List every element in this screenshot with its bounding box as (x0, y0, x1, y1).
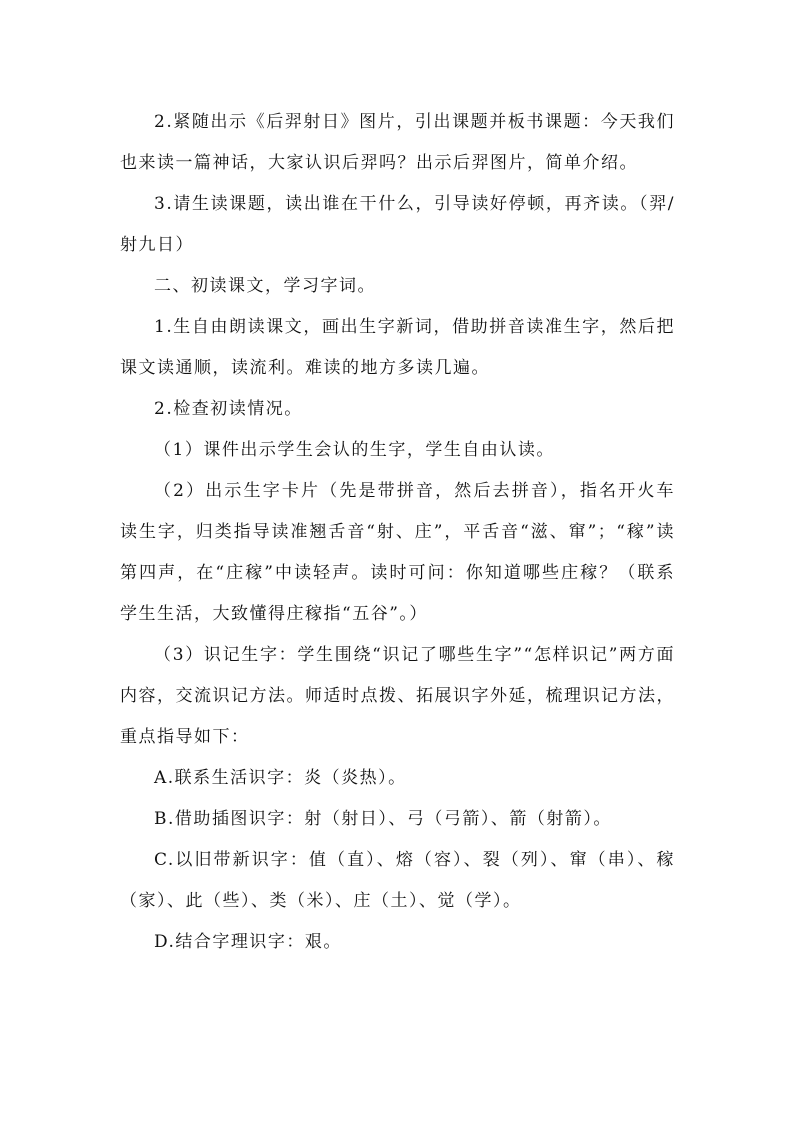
list-item-old-to-new-literacy: C.以旧带新识字：值（直）、熔（容）、裂（列）、窜（串）、稼（家）、此（些）、类（米）、庄（土）、觉（学）。 (120, 850, 675, 911)
paragraph-free-reading: 1.生自由朗读课文，画出生字新词，借助拼音读准生字，然后把课文读通顺，读流利。难读的地方多读几遍。 (120, 317, 675, 378)
paragraph-check-reading: 2.检查初读情况。 (154, 399, 303, 419)
list-item-life-literacy: A.联系生活识字：炎（炎热）。 (154, 768, 407, 788)
list-item-illustration-literacy: B.借助插图识字：射（射日）、弓（弓箭）、箭（射箭）。 (154, 809, 612, 829)
paragraph-courseware-characters: （1）课件出示学生会认的生字，学生自由认读。 (154, 440, 555, 460)
section-heading-first-reading: 二、初读课文，学习字词。 (154, 276, 376, 296)
document-body (120, 102, 675, 963)
list-item-character-logic-literacy: D.结合字理识字：艰。 (154, 932, 342, 952)
paragraph-memorize-characters: （3）识记生字：学生围绕“识记了哪些生字”“怎样识记”两方面内容，交流识记方法。师适时点拨、拓展识字外延，梳理识记方法，重点指导如下： (120, 645, 675, 747)
paragraph-character-cards: （2）出示生字卡片（先是带拼音，然后去拼音），指名开火车读生字，归类指导读准翘舌音“射、庄”，平舌音“滋、窜”；“稼”读第四声，在“庄稼”中读轻声。读时可问：你知道哪些庄稼？（联系学生生活，大致懂得庄稼指“五谷”。） (120, 481, 675, 624)
paragraph-read-title: 3.请生读课题，读出谁在干什么，引导读好停顿，再齐读。（羿/射九日） (120, 194, 675, 255)
paragraph-show-picture: 2.紧随出示《后羿射日》图片，引出课题并板书课题：今天我们也来读一篇神话，大家认识后羿吗？出示后羿图片，简单介绍。 (120, 112, 675, 173)
